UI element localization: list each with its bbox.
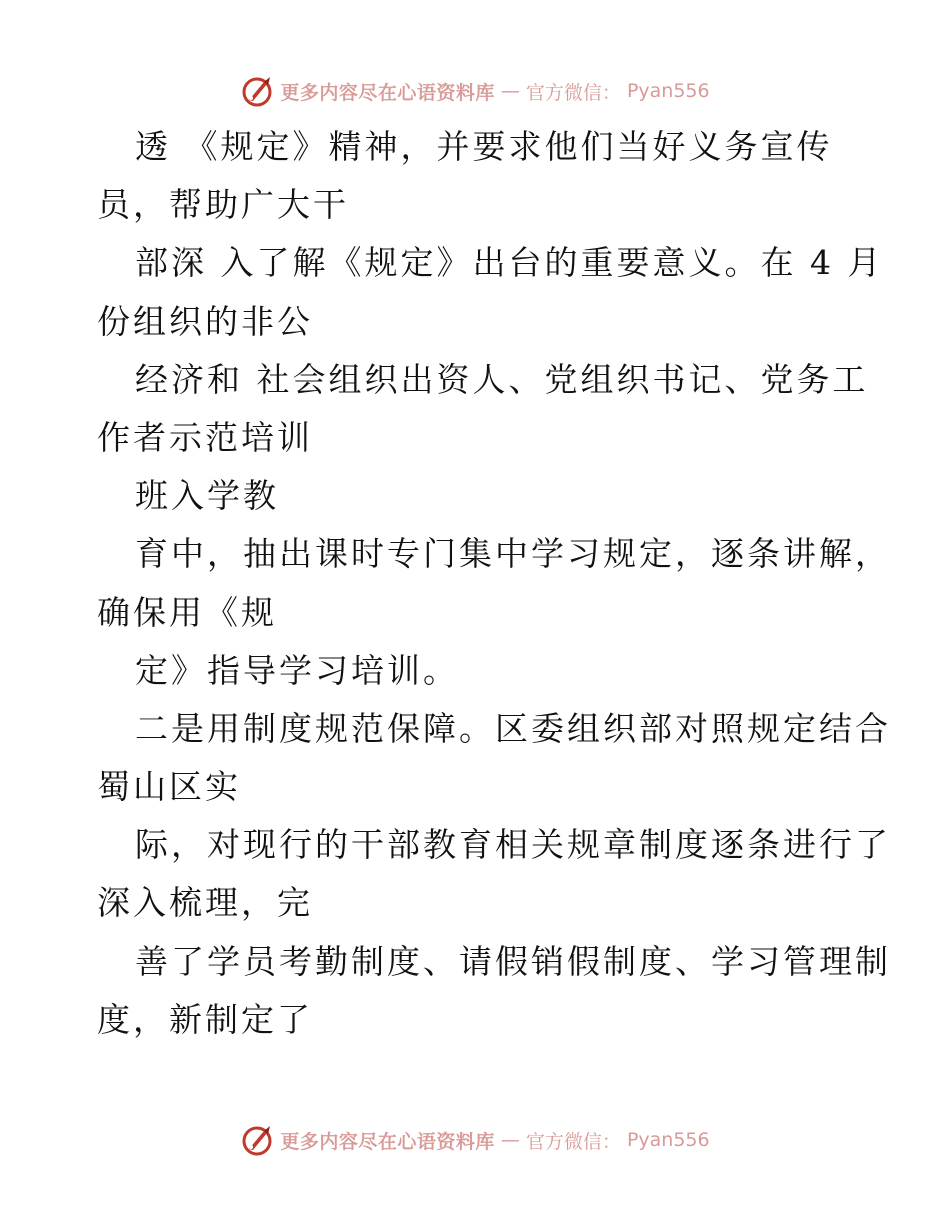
quill-pen-logo-icon	[240, 74, 274, 108]
body-line: 际，对现行的干部教育相关规章制度逐条进行了	[135, 825, 891, 865]
banner-slogan: 更多内容尽在心语资料库	[280, 81, 495, 104]
banner-wechat-label: 官方微信：	[525, 1130, 621, 1153]
body-line: 部深 入了解《规定》出台的重要意义。在 4 月	[135, 243, 884, 283]
body-line: 蜀山区实	[97, 767, 241, 807]
banner-separator: —	[500, 80, 520, 102]
body-line: 确保用《规	[97, 592, 277, 632]
footer-banner	[0, 1120, 950, 1160]
body-line: 二是用制度规范保障。区委组织部对照规定结合	[135, 708, 891, 748]
body-line: 育中，抽出课时专门集中学习规定，逐条讲解，	[135, 534, 891, 574]
body-line: 善了学员考勤制度、请假销假制度、学习管理制	[135, 941, 891, 981]
body-line: 作者示范培训	[97, 417, 313, 457]
banner-wechat-id: Pyan556	[626, 80, 710, 102]
body-line: 度，新制定了	[97, 999, 313, 1039]
header-banner	[0, 71, 950, 111]
quill-pen-logo-icon	[240, 1123, 274, 1157]
banner-slogan: 更多内容尽在心语资料库	[280, 1130, 495, 1153]
body-line: 班入学教	[135, 476, 279, 516]
banner-wechat-label: 官方微信：	[525, 81, 621, 104]
body-line: 员，帮助广大干	[97, 185, 349, 225]
body-line: 透 《规定》精神，并要求他们当好义务宣传	[135, 127, 833, 166]
banner-separator: —	[500, 1129, 520, 1151]
body-line: 经济和 社会组织出资人、党组织书记、党务工	[135, 359, 869, 399]
body-line: 深入梳理，完	[97, 883, 313, 923]
document-body	[97, 118, 891, 1049]
banner-wechat-id: Pyan556	[626, 1129, 710, 1151]
body-line: 份组织的非公	[97, 301, 313, 341]
body-line: 定》指导学习培训。	[135, 650, 459, 690]
